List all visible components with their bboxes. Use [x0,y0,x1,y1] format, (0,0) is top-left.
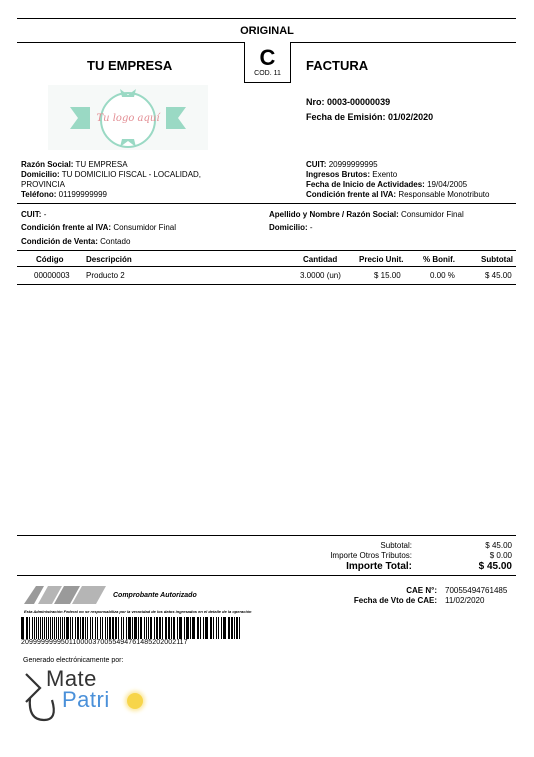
barcode-bar [32,617,33,639]
barcode-bar [150,617,152,639]
issuer-details [21,160,201,200]
barcode-bar [115,617,117,639]
barcode-bar [66,617,69,639]
barcode-bar [102,617,103,639]
barcode-bar [146,617,147,639]
invoice-number: 0003-00000039 [327,97,391,107]
sun-icon [127,693,143,709]
barcode-bar [54,617,55,639]
copy-label: ORIGINAL [240,25,294,37]
barcode-bar [109,617,111,639]
invoice-letter: C [259,45,276,70]
barcode-bar [179,617,182,639]
cae-expiry-value: 11/02/2020 [445,596,485,605]
barcode-bar [87,617,88,639]
barcode-bar [190,617,191,639]
client-iva: Consumidor Final [113,223,177,232]
barcode-bar [231,617,233,639]
barcode-bar [42,617,43,639]
issue-date-label: Fecha de Emisión: [306,112,386,122]
issue-date: 01/02/2020 [388,112,434,122]
iibb-label: Ingresos Brutos: [306,170,371,179]
barcode-bar [46,617,47,639]
barcode-bar [144,617,145,639]
client-name-row [269,210,464,219]
invoice-type-box [244,42,291,83]
issuer-name: TU EMPRESA [87,58,173,73]
barcode-bar [100,617,101,639]
issuer-iva-label: Condición frente al IVA: [306,190,397,199]
invoice-title: FACTURA [306,58,369,73]
sale-condition-row [21,237,130,246]
cae-value: 70055494761485 [445,586,508,595]
barcode-bar [184,617,185,639]
barcode-bar [216,617,217,639]
cell-bonif: 0.00 % [430,271,455,280]
barcode-bar [134,617,137,639]
total-value: $ 45.00 [478,561,512,572]
invoice-number-label: Nro: [306,97,325,107]
invoice-number-row [306,97,390,107]
barcode-bar [50,617,51,639]
barcode-bar [236,617,238,639]
barcode-bar [186,617,189,639]
issuer-tax-details [306,160,489,200]
issuer-phone-label: Teléfono: [21,190,57,199]
barcode-bar [40,617,41,639]
total-label: Importe Total: [346,561,412,572]
barcode-bar [95,617,96,639]
barcode-bar [34,617,35,639]
barcode-bar [121,617,122,639]
barcode-bar [200,617,201,639]
generated-by-label: Generado electrónicamente por: [23,657,124,664]
barcode-bar [128,617,131,639]
issuer-iva: Responsable Monotributo [398,190,490,199]
barcode-bar [118,617,119,639]
afip-logo [22,584,108,606]
cell-descripcion: Producto 2 [86,271,125,280]
header-codigo: Código [36,255,64,264]
barcode-bar [52,617,53,639]
barcode-bar [90,617,91,639]
barcode-bar [48,617,49,639]
issuer-phone: 01199999999 [58,190,107,199]
sale-condition: Contado [100,237,131,246]
barcode-bar [82,617,84,639]
barcode-bar [228,617,230,639]
company-logo [48,85,208,150]
barcode-bar [140,617,142,639]
barcode-bar [62,617,63,639]
barcode-bar [97,617,98,639]
barcode [21,617,241,639]
barcode-bar [77,617,79,639]
barcode-bar [26,617,28,639]
barcode-bar [92,617,93,639]
afip-logo-graphic [22,584,108,606]
client-name-label: Apellido y Nombre / Razón Social: [269,210,399,219]
barcode-bar [221,617,222,639]
cae-label: CAE N°: [406,586,437,595]
issuer-address-label: Domicilio: [21,170,60,179]
client-iva-row [21,223,176,232]
barcode-bar [154,617,155,639]
barcode-bar [85,617,86,639]
barcode-bar [162,617,163,639]
subtotal-label: Subtotal: [380,541,412,550]
barcode-bar [80,617,81,639]
barcode-bar [138,617,139,639]
client-cuit-label: CUIT: [21,210,42,219]
issuer-cuit-label: CUIT: [306,160,327,169]
client-address-label: Domicilio: [269,223,308,232]
issue-date-row [306,112,433,122]
sale-condition-label: Condición de Venta: [21,237,98,246]
barcode-bar [60,617,61,639]
barcode-bar [173,617,175,639]
barcode-bar [197,617,199,639]
issuer-cuit: 20999999995 [328,160,378,169]
barcode-bar [56,617,57,639]
authorized-label: Comprobante Autorizado [113,592,197,599]
client-cuit: - [43,210,47,219]
barcode-bar [105,617,106,639]
start-date: 19/04/2005 [427,180,468,189]
header-bonif: % Bonif. [423,255,455,264]
header-precio: Precio Unit. [359,255,404,264]
barcode-bar [223,617,226,639]
other-taxes-label: Importe Otros Tributos: [330,551,412,560]
barcode-bar [177,617,178,639]
barcode-bar [36,617,37,639]
barcode-bar [213,617,214,639]
issuer-address-line1: TU DOMICILIO FISCAL - LOCALIDAD, [61,170,202,179]
razon-social-label: Razón Social: [21,160,74,169]
header-subtotal: Subtotal [481,255,513,264]
client-address-row [269,223,313,232]
barcode-bar [123,617,124,639]
barcode-bar [165,617,167,639]
barcode-bar [148,617,149,639]
barcode-bar [210,617,212,639]
barcode-bar [72,617,73,639]
barcode-bar [112,617,114,639]
barcode-bar [44,617,45,639]
client-iva-label: Condición frente al IVA: [21,223,112,232]
barcode-bar [29,617,30,639]
barcode-bar [58,617,59,639]
barcode-bar [70,617,71,639]
matepatri-logo [22,668,157,723]
issuer-address-line2: PROVINCIA [21,180,66,189]
client-cuit-row [21,210,46,219]
other-taxes-value: $ 0.00 [489,551,512,560]
razon-social: TU EMPRESA [75,160,128,169]
invoice-code: COD. 11 [254,70,281,77]
barcode-bar [239,617,240,639]
header-cantidad: Cantidad [303,255,338,264]
barcode-bar [126,617,127,639]
barcode-bar [75,617,76,639]
barcode-bar [156,617,158,639]
logo-text: Tu logo aquí [96,113,160,124]
cell-cantidad: 3.0000 (un) [300,271,341,280]
subtotal-value: $ 45.00 [485,541,512,550]
cell-subtotal: $ 45.00 [485,271,512,280]
barcode-bar [218,617,219,639]
start-date-label: Fecha de Inicio de Actividades: [306,180,425,189]
barcode-bar [38,617,39,639]
brand-mate: Mate [46,666,97,691]
cell-codigo: 00000003 [34,271,70,280]
brand-patri: Patri [62,687,110,712]
afip-disclaimer: Esta Administración Federal no se responsabiliza por la veracidad de los datos ingresados en el detalle de la operación [24,609,252,614]
barcode-bar [107,617,108,639]
barcode-bar [132,617,133,639]
barcode-bar [159,617,161,639]
barcode-bar [64,617,65,639]
header-descripcion: Descripción [86,255,132,264]
client-address: - [309,223,313,232]
barcode-bar [205,617,208,639]
barcode-bar [203,617,204,639]
barcode-bar [171,617,172,639]
barcode-bar [234,617,235,639]
barcode-graphic [21,617,241,639]
client-name: Consumidor Final [401,210,464,219]
cell-precio: $ 15.00 [374,271,401,280]
barcode-bar [21,617,24,639]
barcode-bar [168,617,170,639]
iibb: Exento [372,170,398,179]
barcode-bar [192,617,195,639]
barcode-number: 20999999995011000037005549476148520200211​7 [21,639,188,646]
cae-expiry-label: Fecha de Vto de CAE: [353,596,437,605]
